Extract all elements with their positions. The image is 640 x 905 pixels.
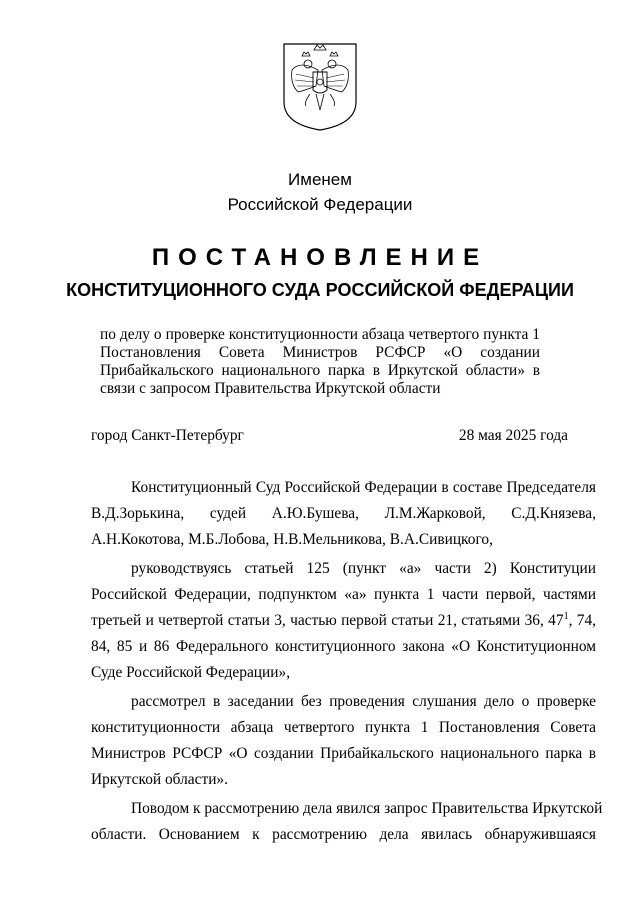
paragraph-composition: [91, 475, 596, 553]
body-line: 84, 85 и 86 Федерального конституционного закона «О Конституционном: [91, 638, 596, 655]
date: 28 мая 2025 года: [458, 427, 568, 444]
body-line: Иркутской области».: [91, 771, 228, 788]
paragraph-grounds: [91, 796, 603, 848]
paragraph-considered: [91, 689, 596, 793]
document-subtitle: КОНСТИТУЦИОННОГО СУДА РОССИЙСКОЙ ФЕДЕРАЦИИ: [66, 280, 574, 300]
coat-of-arms-emblem: [280, 40, 360, 134]
subject-line: по делу о проверке конституционности абзаца четвертого пункта 1: [100, 326, 540, 343]
body-line: Конституционный Суд Российской Федерации в составе Председателя: [131, 479, 596, 496]
body-line: третьей и четвертой статьи 3, частью первой статьи 21, статьями 36, $47^1$, 74,: [91, 610, 596, 629]
body-line: А.Н.Кокотова, М.Б.Лобова, Н.В.Мельникова, В.А.Сивицкого,: [91, 531, 493, 548]
document-title: ПОСТАНОВЛЕНИЕ: [151, 244, 489, 271]
body-line: Министров РСФСР «О создании Прибайкальского национального парка в: [91, 745, 596, 762]
body-line: Поводом к рассмотрению дела явился запрос Правительства Иркутской: [131, 800, 603, 817]
header-line-2: Российской Федерации: [227, 195, 413, 214]
superscript: 1: [563, 610, 569, 622]
body-line: руководствуясь статьей 125 (пункт «а» части 2) Конституции: [131, 560, 596, 577]
subject-line: Прибайкальского национального парка в Иркутской области» в: [100, 362, 540, 379]
case-subject: [100, 326, 540, 398]
body-line: Российской Федерации, подпунктом «а» пункта 1 части первой, частями: [91, 586, 596, 603]
body-line: конституционности абзаца четвертого пункта 1 Постановления Совета: [91, 719, 596, 736]
subject-line: Постановления Совета Министров РСФСР «О создании: [100, 344, 540, 361]
subject-line: связи с запросом Правительства Иркутской области: [100, 380, 441, 397]
body-line: рассмотрел в заседании без проведения слушания дело о проверке: [131, 693, 596, 710]
header-line-1: Именем: [288, 170, 352, 189]
body-line: области. Основанием к рассмотрению дела явилась обнаружившаяся: [91, 826, 596, 843]
body-line: Суде Российской Федерации»,: [91, 664, 291, 681]
paragraph-guided-by: [91, 556, 596, 686]
document-body: [91, 475, 603, 851]
place: город Санкт-Петербург: [91, 427, 244, 444]
body-line: В.Д.Зорькина, судей А.Ю.Бушева, Л.М.Жарковой, С.Д.Князева,: [91, 505, 596, 522]
